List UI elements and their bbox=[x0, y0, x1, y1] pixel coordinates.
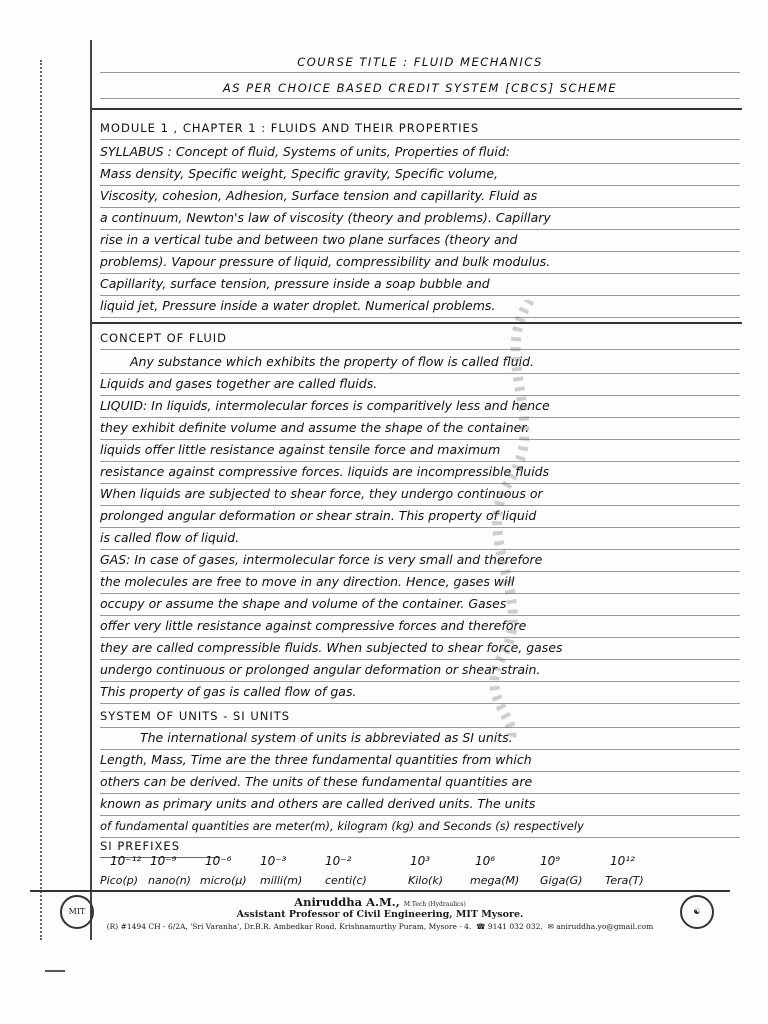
seal-icon: ☯ bbox=[680, 895, 714, 929]
author-line bbox=[30, 895, 730, 909]
prefix-power: 10⁻² bbox=[325, 854, 352, 868]
author-name: Aniruddha A.M., bbox=[294, 895, 400, 909]
author-phone: 9141 032 032, bbox=[487, 922, 543, 931]
section-divider bbox=[92, 322, 742, 324]
prefix-power: 10⁶ bbox=[475, 854, 496, 868]
concept-line: occupy or assume the shape and volume of the container. Gases bbox=[100, 594, 740, 616]
prefix-power: 10³ bbox=[410, 854, 431, 868]
units-line: of fundamental quantities are meter(m), kilogram (kg) and Seconds (s) respectively bbox=[100, 816, 740, 838]
prefix-powers-row bbox=[110, 854, 730, 874]
concept-line: is called flow of liquid. bbox=[100, 528, 740, 550]
institute-logo-icon: MIT bbox=[60, 895, 94, 929]
mail-icon: ✉ bbox=[547, 922, 554, 931]
concept-line: the molecules are free to move in any direction. Hence, gases will bbox=[100, 572, 740, 594]
concept-line: they exhibit definite volume and assume the shape of the container. bbox=[100, 418, 740, 440]
prefix-name: micro(μ) bbox=[200, 874, 247, 887]
syllabus-line: Capillarity, surface tension, pressure inside a soap bubble and bbox=[100, 274, 740, 296]
prefix-name: Pico(p) bbox=[100, 874, 139, 887]
units-line: others can be derived. The units of these fundamental quantities are bbox=[100, 772, 740, 794]
concept-line: prolonged angular deformation or shear strain. This property of liquid bbox=[100, 506, 740, 528]
syllabus-line: rise in a vertical tube and between two plane surfaces (theory and bbox=[100, 230, 740, 252]
page-mark bbox=[45, 970, 65, 972]
header-divider bbox=[92, 108, 742, 110]
author-degree: M.Tech (Hydraulics) bbox=[403, 901, 466, 908]
prefix-name: Tera(T) bbox=[605, 874, 644, 887]
concept-line: undergo continuous or prolonged angular deformation or shear strain. bbox=[100, 660, 740, 682]
prefix-power: 10⁹ bbox=[540, 854, 561, 868]
author-email: aniruddha.yo@gmail.com bbox=[556, 922, 654, 931]
syllabus-line: problems). Vapour pressure of liquid, compressibility and bulk modulus. bbox=[100, 252, 740, 274]
units-line: Length, Mass, Time are the three fundamental quantities from which bbox=[100, 750, 740, 772]
prefix-power: 10⁻⁹ bbox=[150, 854, 177, 868]
prefix-name: centi(c) bbox=[325, 874, 367, 887]
concept-line: they are called compressible fluids. When subjected to shear force, gases bbox=[100, 638, 740, 660]
syllabus-line: Mass density, Specific weight, Specific gravity, Specific volume, bbox=[100, 164, 740, 186]
prefix-name: milli(m) bbox=[260, 874, 303, 887]
concept-line: liquids offer little resistance against tensile force and maximum bbox=[100, 440, 740, 462]
syllabus-line: a continuum, Newton's law of viscosity (theory and problems). Capillary bbox=[100, 208, 740, 230]
author-position: Assistant Professor of Civil Engineering, MIT Mysore. bbox=[236, 909, 524, 920]
concept-line: This property of gas is called flow of gas. bbox=[100, 682, 740, 704]
prefix-power: 10¹² bbox=[610, 854, 635, 868]
prefix-power: 10⁻¹² bbox=[110, 854, 142, 868]
prefix-name: mega(M) bbox=[470, 874, 520, 887]
concept-heading: CONCEPT OF FLUID bbox=[100, 328, 740, 350]
prefix-power: 10⁻³ bbox=[260, 854, 287, 868]
concept-line: offer very little resistance against compressive forces and therefore bbox=[100, 616, 740, 638]
page-edge-dots bbox=[40, 60, 45, 940]
concept-line: Liquids and gases together are called fluids. bbox=[100, 374, 740, 396]
syllabus-line: Viscosity, cohesion, Adhesion, Surface tension and capillarity. Fluid as bbox=[100, 186, 740, 208]
prefix-name: Kilo(k) bbox=[408, 874, 444, 887]
concept-line: Any substance which exhibits the property of flow is called fluid. bbox=[100, 352, 740, 374]
phone-icon: ☎ bbox=[476, 922, 486, 931]
concept-line: LIQUID: In liquids, intermolecular forces is comparitively less and hence bbox=[100, 396, 740, 418]
scheme-title: AS PER CHOICE BASED CREDIT SYSTEM [CBCS] SCHEME bbox=[100, 78, 740, 99]
prefix-power: 10⁻⁶ bbox=[205, 854, 232, 868]
syllabus-line: liquid jet, Pressure inside a water droplet. Numerical problems. bbox=[100, 296, 740, 318]
units-heading: SYSTEM OF UNITS - SI UNITS bbox=[100, 706, 740, 728]
course-title: COURSE TITLE : FLUID MECHANICS bbox=[100, 52, 740, 73]
prefix-name: nano(n) bbox=[148, 874, 191, 887]
author-address: (R) #1494 CH - 6/2A, 'Sri Varanha', Dr.B.R. Ambedkar Road, Krishnamurthy Puram, Mysore - 4. bbox=[106, 922, 472, 931]
concept-line: When liquids are subjected to shear force, they undergo continuous or bbox=[100, 484, 740, 506]
concept-line: resistance against compressive forces. liquids are incompressible fluids bbox=[100, 462, 740, 484]
units-line: The international system of units is abbreviated as SI units. bbox=[100, 728, 740, 750]
module-heading: MODULE 1 , CHAPTER 1 : FLUIDS AND THEIR PROPERTIES bbox=[100, 118, 740, 140]
syllabus-line: SYLLABUS : Concept of fluid, Systems of units, Properties of fluid: bbox=[100, 142, 740, 164]
prefix-name: Giga(G) bbox=[540, 874, 583, 887]
units-line: known as primary units and others are called derived units. The units bbox=[100, 794, 740, 816]
concept-line: GAS: In case of gases, intermolecular force is very small and therefore bbox=[100, 550, 740, 572]
prefixes-heading: SI PREFIXES bbox=[100, 836, 220, 858]
footer bbox=[30, 890, 730, 938]
margin-line bbox=[90, 40, 92, 940]
contact-line bbox=[30, 922, 730, 931]
